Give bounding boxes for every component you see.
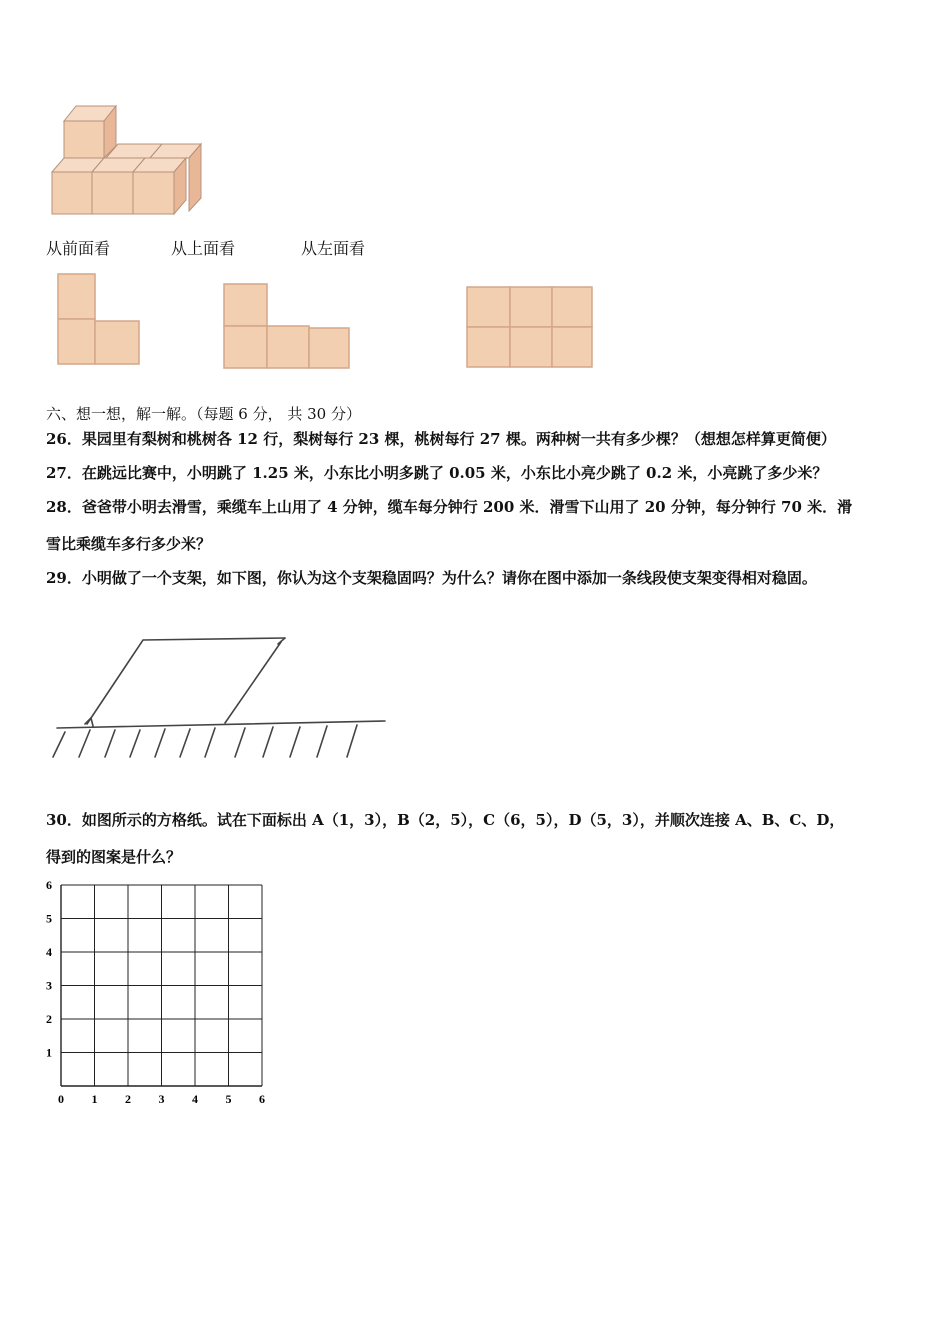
question-27: 27．在跳远比赛中，小明跳了 1.25 米，小东比小明多跳了 0.05 米，小东比小亮少跳了 0.2 米，小亮跳了多少米？ [46,464,828,482]
view-option-a [55,272,145,367]
x-tick-label: 2 [125,1092,131,1106]
y-tick-label: 4 [46,945,52,959]
left-view-label: 从左面看 [301,239,366,258]
x-tick-label: 5 [225,1092,232,1106]
section-title: 六、想一想，解一解。（每题 6 分， 共 30 分） [46,405,361,423]
question-26: 26．果园里有梨树和桃树各 12 行，梨树每行 23 棵，桃树每行 27 棵。两种树一共有多少棵？（想想怎样算更简便） [46,430,836,448]
front-view-label: 从前面看 [46,239,111,258]
view-option-c [465,285,595,370]
bracket-sketch [45,620,390,765]
x-tick-label: 6 [259,1092,265,1106]
question-29: 29．小明做了一个支架，如下图，你认为这个支架稳固吗？为什么？请你在图中添加一条线段使支架变得相对稳固。 [46,569,817,587]
question-30-line1: 30．如图所示的方格纸。试在下面标出 A（1，3），B（2，5），C（6，5），D（5，3），并顺次连接 A、B、C、D， [46,811,845,829]
question-28-line1: 28．爸爸带小明去滑雪，乘缆车上山用了 4 分钟，缆车每分钟行 200 米．滑雪下山用了 20 分钟，每分钟行 70 米．滑 [46,498,853,516]
x-tick-label: 0 [58,1092,64,1106]
y-tick-label: 2 [46,1012,52,1026]
cube-stack-figure [50,103,210,218]
top-view-label: 从上面看 [171,239,236,258]
grid-paper [40,875,280,1105]
y-tick-label: 3 [46,978,52,993]
x-tick-label: 4 [192,1092,198,1106]
y-tick-label: 6 [46,878,52,892]
x-tick-label: 1 [91,1092,98,1106]
question-28-line2: 雪比乘缆车多行多少米？ [46,535,212,553]
view-option-b [222,282,352,372]
x-tick-label: 3 [158,1092,165,1106]
question-30-line2: 得到的图案是什么？ [46,848,182,866]
y-tick-label: 5 [46,911,52,926]
y-tick-label: 1 [46,1045,52,1060]
